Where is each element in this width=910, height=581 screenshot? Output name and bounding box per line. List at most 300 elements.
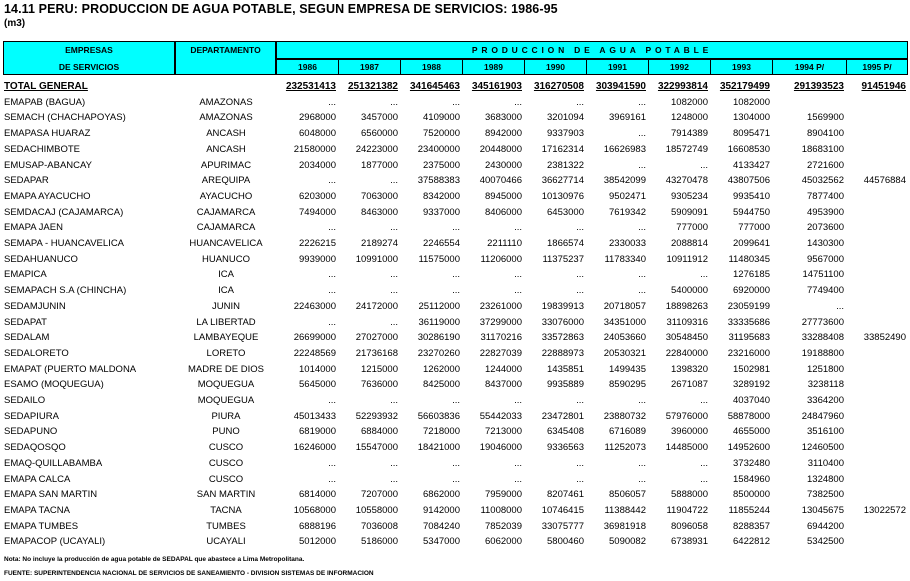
value-cell: 36119000 [418,316,460,328]
value-cell: 20448000 [479,143,522,155]
value-cell: 23880732 [603,410,646,422]
value-cell: 22248569 [293,347,336,359]
value-cell: 24172000 [355,300,398,312]
year-header-cell: 1990 [524,59,587,75]
value-cell: 1251800 [807,363,844,375]
value-cell: 6738931 [671,536,708,548]
value-cell: 30286190 [417,332,460,344]
header-empresas-line1: EMPRESAS [65,45,113,55]
value-cell: 7084240 [423,520,460,532]
value-cell: 22463000 [293,300,336,312]
value-cell: 20530321 [603,347,646,359]
value-cell: 2721600 [807,159,844,171]
departamento-cell: AREQUIPA [201,175,251,187]
value-cell: ... [638,222,646,234]
value-cell: 55442033 [479,410,522,422]
value-cell: 7636000 [361,379,398,391]
value-cell: ... [514,395,522,406]
departamento-cell: JUNIN [212,300,240,312]
empresa-cell: SEMAPA - HUANCAVELICA [4,238,125,249]
value-cell: 345161903 [471,81,522,92]
value-cell: 24053660 [603,332,646,344]
departamento-cell: TUMBES [206,520,246,532]
value-cell: ... [390,96,398,108]
empresa-cell: EMAPAB (BAGUA) [4,96,86,108]
value-cell: 3110400 [807,457,844,469]
table-row [0,331,910,347]
departamento-cell: UCAYALI [206,536,246,548]
value-cell: 22840000 [665,347,708,359]
value-cell: 3238118 [807,379,844,391]
empresa-cell: TOTAL GENERAL [4,81,88,92]
value-cell: 7382500 [807,489,844,501]
value-cell: 5342500 [807,536,844,548]
value-cell: ... [390,269,398,281]
value-cell: 23216000 [727,347,770,359]
value-cell: 2671087 [671,379,708,391]
value-cell: 11252073 [604,442,646,454]
empresa-cell: SEMAPACH S.A (CHINCHA) [4,285,127,297]
value-cell: 7207000 [361,489,398,501]
departamento-cell: CAJAMARCA [196,222,256,234]
value-cell: 1082000 [733,96,770,108]
value-cell: 45032562 [801,175,844,187]
value-cell: 8095471 [733,128,770,140]
value-cell: 1499435 [609,363,646,375]
value-cell: 10568000 [293,504,336,516]
value-cell: ... [638,128,646,140]
value-cell: ... [328,269,336,281]
departamento-cell: LA LIBERTAD [196,316,256,328]
value-cell: 3516100 [807,426,844,438]
table-row [0,268,910,284]
empresa-cell: SEDACHIMBOTE [4,143,81,155]
value-cell: ... [328,285,336,297]
value-cell: 21736168 [355,347,398,359]
value-cell: 9337000 [423,206,460,218]
departamento-cell: ICA [218,285,234,297]
departamento-cell: AMAZONAS [199,112,253,124]
value-cell: 38542099 [603,175,646,187]
empresa-cell: EMAQ-QUILLABAMBA [4,457,103,469]
value-cell: 4133427 [733,159,770,171]
value-cell: 7959000 [485,489,522,501]
value-cell: 1082000 [671,96,708,108]
value-cell: 9502471 [609,190,646,202]
table-row [0,143,910,159]
value-cell: 5012000 [299,536,336,548]
value-cell: ... [576,222,584,234]
table-row [0,237,910,253]
value-cell: ... [328,222,336,234]
value-cell: 6345408 [547,426,584,438]
table-row [0,394,910,410]
value-cell: 11008000 [480,504,522,516]
departamento-cell: ANCASH [206,128,246,140]
table-row [0,206,910,222]
value-cell: 7619342 [609,206,646,218]
table-row [0,253,910,269]
value-cell: 16626983 [603,143,646,155]
value-cell: 777000 [738,222,770,234]
value-cell: 9305234 [671,190,708,202]
value-cell: ... [638,96,646,108]
value-cell: ... [390,222,398,234]
value-cell: 2073600 [807,222,844,234]
departamento-cell: CUSCO [208,457,244,469]
value-cell: 3969161 [609,112,646,124]
value-cell: ... [452,473,460,485]
value-cell: 7218000 [423,426,460,438]
value-cell: ... [328,96,336,108]
value-cell: ... [836,300,844,312]
value-cell: 5400000 [671,285,708,297]
year-header-cell: 1987 [338,59,401,75]
value-cell: 9337903 [547,128,584,140]
value-cell: 3364200 [807,395,844,406]
value-cell: ... [638,159,646,171]
value-cell: 6062000 [485,536,522,548]
value-cell: 7036008 [361,520,398,532]
table-row [0,441,910,457]
value-cell: 11206000 [480,253,522,265]
year-header-cell: 1994 P/ [772,59,847,75]
value-cell: 6944200 [807,520,844,532]
value-cell: 5909091 [671,206,708,218]
table-row [0,504,910,520]
departamento-cell: CUSCO [208,442,244,454]
empresa-cell: SEDAPIURA [4,410,59,422]
value-cell: 26699000 [293,332,336,344]
table-row [0,316,910,332]
value-cell: 18572749 [665,143,708,155]
value-cell: 6819000 [299,426,336,438]
empresa-cell: EMAPA TUMBES [4,520,79,532]
value-cell: 23261000 [479,300,522,312]
departamento-cell: APURIMAC [200,159,252,171]
empresa-cell: EMAPA SAN MARTIN [4,489,98,501]
value-cell: 25112000 [418,300,460,312]
value-cell: 33076000 [541,316,584,328]
empresa-cell: SEDAMJUNIN [4,300,66,312]
empresa-cell: SEDAILO [4,395,46,406]
value-cell: 11480345 [728,253,770,265]
value-cell: 1244000 [485,363,522,375]
value-cell: 2226215 [299,238,336,249]
value-cell: 6884000 [361,426,398,438]
value-cell: 15547000 [355,442,398,454]
value-cell: 1014000 [299,363,336,375]
value-cell: 2330033 [609,238,646,249]
value-cell: 8904100 [807,128,844,140]
value-cell: ... [576,457,584,469]
value-cell: 43807506 [727,175,770,187]
value-cell: 36981918 [603,520,646,532]
value-cell: 22827039 [479,347,522,359]
table-row [0,410,910,426]
value-cell: 18421000 [417,442,460,454]
empresa-cell: EMAPASA HUARAZ [4,128,91,140]
value-cell: 27773600 [801,316,844,328]
page-title: 14.11 PERU: PRODUCCION DE AGUA POTABLE, SEGUN EMPRESA DE SERVICIOS: 1986-95 [4,2,558,16]
value-cell: 34351000 [603,316,646,328]
empresa-cell: EMUSAP-ABANCAY [4,159,92,171]
value-cell: 3732480 [733,457,770,469]
value-cell: 11904722 [666,504,708,516]
empresa-cell: EMAPACOP (UCAYALI) [4,536,106,548]
value-cell: 8342000 [423,190,460,202]
value-cell: ... [514,473,522,485]
header-produccion-label: PRODUCCION DE AGUA POTABLE [471,45,713,55]
value-cell: 352179499 [719,81,770,92]
value-cell: 58878000 [727,410,770,422]
value-cell: 7520000 [423,128,460,140]
year-header-cell: 1992 [648,59,711,75]
value-cell: 9142000 [423,504,460,516]
value-cell: 303941590 [595,81,646,92]
value-cell: 316270508 [533,81,584,92]
value-cell: ... [328,473,336,485]
value-cell: 11575000 [418,253,460,265]
value-cell: 1324800 [807,473,844,485]
value-cell: 57976000 [665,410,708,422]
value-cell: 5347000 [423,536,460,548]
year-header-cell: 1991 [586,59,649,75]
departamento-cell: LAMBAYEQUE [193,332,259,344]
departamento-cell: PUNO [212,426,240,438]
departamento-cell: ANCASH [206,143,246,155]
value-cell: 2034000 [299,159,336,171]
value-cell: 12460500 [801,442,844,454]
value-cell: 10746415 [541,504,584,516]
empresa-cell: SEDAPAT [4,316,47,328]
value-cell: 11783340 [604,253,646,265]
value-cell: 37588383 [417,175,460,187]
value-cell: ... [328,457,336,469]
empresa-cell: SEMACH (CHACHAPOYAS) [4,112,126,124]
header-empresas-line2: DE SERVICIOS [58,62,120,72]
value-cell: 52293932 [355,410,398,422]
value-cell: ... [514,285,522,297]
value-cell: 7877400 [807,190,844,202]
value-cell: 14952600 [727,442,770,454]
value-cell: 5186000 [361,536,398,548]
value-cell: 1398320 [671,363,708,375]
table-row [0,535,910,551]
table-row [0,363,910,379]
value-cell: 2099641 [733,238,770,249]
value-cell: ... [452,269,460,281]
value-cell: 4109000 [423,112,460,124]
table-row [0,300,910,316]
value-cell: 4655000 [733,426,770,438]
year-header-cell: 1995 P/ [846,59,908,75]
value-cell: 36627714 [541,175,584,187]
value-cell: 232531413 [285,81,336,92]
empresa-cell: EMAPA TACNA [4,504,70,516]
value-cell: 2381322 [547,159,584,171]
value-cell: 37299000 [479,316,522,328]
value-cell: ... [452,222,460,234]
value-cell: 10558000 [355,504,398,516]
year-header-cell: 1989 [462,59,525,75]
empresa-cell: SEDALORETO [4,347,69,359]
value-cell: ... [638,457,646,469]
empresa-cell: SEDALAM [4,332,50,344]
table-row [0,457,910,473]
value-cell: 341645463 [409,81,460,92]
value-cell: 9939000 [299,253,336,265]
value-cell: 9567000 [807,253,844,265]
value-cell: 18683100 [801,143,844,155]
table-row [0,520,910,536]
value-cell: ... [700,473,708,485]
value-cell: 16608530 [727,143,770,155]
departamento-cell: PIURA [211,410,241,422]
value-cell: 33335686 [727,316,770,328]
value-cell: 2246554 [423,238,460,249]
departamento-cell: MOQUEGUA [197,395,255,406]
total-row [0,80,910,96]
table-source: FUENTE: SUPERINTENDENCIA NACIONAL DE SERVICIOS DE SANEAMIENTO - DIVISION SISTEMAS DE INFORMACION [4,570,374,577]
value-cell: ... [390,473,398,485]
table-row [0,425,910,441]
header-empresas [3,41,175,75]
value-cell: 7914389 [671,128,708,140]
value-cell: 33075777 [541,520,584,532]
value-cell: 33572863 [541,332,584,344]
departamento-cell: MOQUEGUA [197,379,255,391]
departamento-cell: SAN MARTIN [196,489,256,501]
value-cell: 8096058 [671,520,708,532]
departamento-cell: ICA [218,269,234,281]
value-cell: ... [514,222,522,234]
value-cell: 8406000 [485,206,522,218]
value-cell: 2430000 [485,159,522,171]
value-cell: ... [514,96,522,108]
table-row [0,111,910,127]
value-cell: 5090082 [609,536,646,548]
value-cell: ... [638,473,646,485]
value-cell: ... [452,457,460,469]
table-row [0,347,910,363]
value-cell: 9935410 [733,190,770,202]
value-cell: 33288408 [801,332,844,344]
value-cell: 8425000 [423,379,460,391]
table-note: Nota: No incluye la producción de agua potable de SEDAPAL que abastece a Lima Metropolitana. [4,556,305,563]
table-row [0,284,910,300]
value-cell: 2211110 [487,238,522,249]
value-cell: ... [390,457,398,469]
empresa-cell: SEDAQOSQO [4,442,66,454]
value-cell: 7063000 [361,190,398,202]
value-cell: ... [576,395,584,406]
value-cell: ... [638,269,646,281]
value-cell: 7749400 [807,285,844,297]
value-cell: 2375000 [423,159,460,171]
value-cell: ... [638,395,646,406]
value-cell: 31170216 [480,332,522,344]
value-cell: 7494000 [299,206,336,218]
value-cell: 8506057 [609,489,646,501]
table-row [0,174,910,190]
value-cell: 1215000 [361,363,398,375]
table-row [0,96,910,112]
value-cell: ... [328,395,336,406]
value-cell: 30548450 [665,332,708,344]
table-row [0,159,910,175]
departamento-cell: HUANUCO [201,253,251,265]
value-cell: ... [390,175,398,187]
value-cell: ... [638,285,646,297]
empresa-cell: SEDAHUANUCO [4,253,78,265]
empresa-cell: EMAPA AYACUCHO [4,190,91,202]
value-cell: 11375237 [542,253,584,265]
value-cell: 21580000 [293,143,336,155]
empresa-cell: EMAPA CALCA [4,473,71,485]
value-cell: 23400000 [417,143,460,155]
table-row [0,488,910,504]
value-cell: 20718057 [603,300,646,312]
empresa-cell: EMAPA JAEN [4,222,63,234]
value-cell: 10130976 [541,190,584,202]
value-cell: 1435851 [547,363,584,375]
value-cell: 9935889 [547,379,584,391]
value-cell: 6814000 [299,489,336,501]
departamento-cell: CAJAMARCA [196,206,256,218]
empresa-cell: SEDAPAR [4,175,49,187]
table-row [0,378,910,394]
value-cell: 1304000 [733,112,770,124]
value-cell: 1877000 [361,159,398,171]
value-cell: 11388442 [604,504,646,516]
value-cell: 251321382 [347,81,398,92]
empresa-cell: ESAMO (MOQUEGUA) [4,379,104,391]
departamento-cell: LORETO [206,347,246,359]
value-cell: ... [576,473,584,485]
value-cell: ... [452,96,460,108]
value-cell: 27027000 [355,332,398,344]
value-cell: 17162314 [541,143,584,155]
value-cell: 43270478 [665,175,708,187]
value-cell: 8207461 [547,489,584,501]
value-cell: 45013433 [293,410,336,422]
value-cell: 44576884 [863,175,906,187]
year-header-cell: 1988 [400,59,463,75]
table-row [0,221,910,237]
value-cell: 24223000 [355,143,398,155]
empresa-cell: SEDAPUNO [4,426,58,438]
value-cell: 3960000 [671,426,708,438]
value-cell: 6920000 [733,285,770,297]
value-cell: 56603836 [417,410,460,422]
value-cell: 3201094 [547,112,584,124]
value-cell: 13022572 [863,504,906,516]
empresa-cell: EMAPAT (PUERTO MALDONA [4,363,137,375]
value-cell: 2968000 [299,112,336,124]
header-produccion [276,41,908,59]
departamento-cell: AMAZONAS [199,96,253,108]
value-cell: 40070466 [479,175,522,187]
value-cell: 8500000 [733,489,770,501]
value-cell: 3289192 [733,379,770,391]
header-departamento [175,41,276,75]
value-cell: 2189274 [361,238,398,249]
value-cell: 23472801 [541,410,584,422]
value-cell: 6888196 [299,520,336,532]
value-cell: 7213000 [485,426,522,438]
value-cell: ... [700,269,708,281]
